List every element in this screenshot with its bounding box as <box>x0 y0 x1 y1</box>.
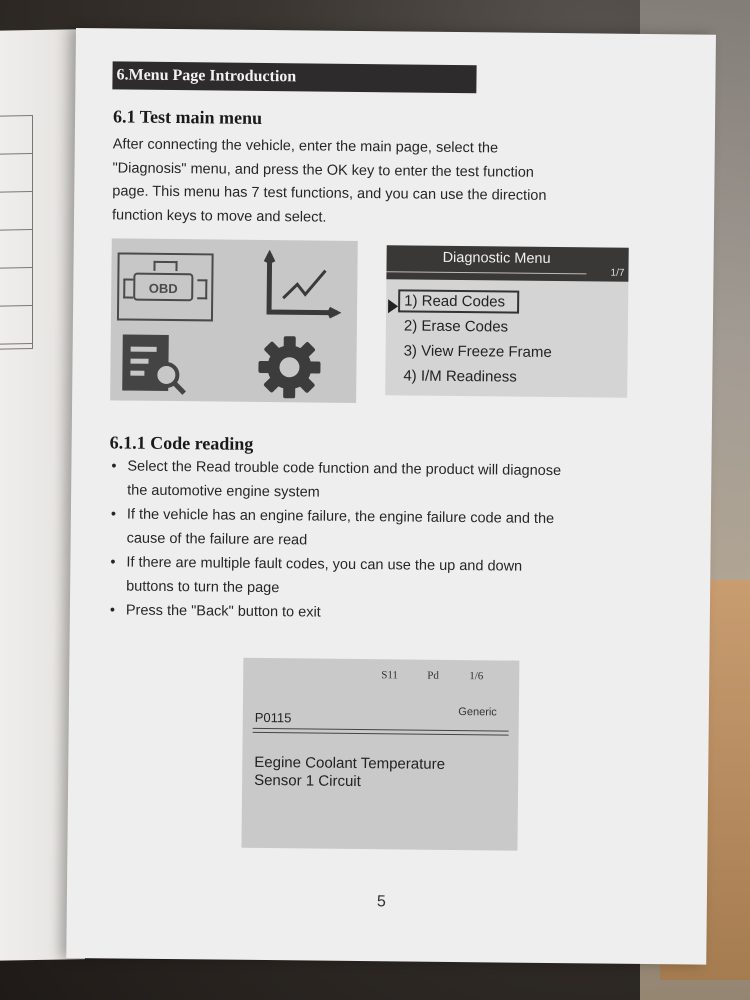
obd-engine-icon <box>117 252 214 321</box>
menu-item-read-codes: 1) Read Codes <box>398 289 519 313</box>
function-icons-panel <box>110 238 358 403</box>
fault-description: Eegine Coolant Temperature Sensor 1 Circuit <box>254 753 446 791</box>
selection-arrow-icon <box>388 299 398 313</box>
menu-item-view-freeze-frame: 3) View Freeze Frame <box>403 342 552 361</box>
fault-code-screen <box>241 658 519 851</box>
intro-line: "Diagnosis" menu, and press the OK key to enter the test function <box>112 159 534 181</box>
intro-paragraph <box>112 133 613 232</box>
gear-icon <box>256 334 323 401</box>
list-item: • Press the "Back" button to exit <box>108 598 638 628</box>
report-search-icon <box>120 332 191 395</box>
menu-title: Diagnostic Menu <box>442 249 551 267</box>
intro-line: page. This menu has 7 test functions, and you can use the direction <box>112 183 547 204</box>
chart-trend-icon <box>261 250 342 321</box>
code-screen-pd-label: Pd <box>427 669 439 682</box>
manual-page <box>66 28 716 965</box>
code-reading-bullets <box>108 454 640 628</box>
code-screen-page: 1/6 <box>469 670 484 683</box>
code-screen-s-label: S11 <box>381 669 399 682</box>
obd-label: OBD <box>133 273 193 302</box>
heading-code-reading: 6.1.1 Code reading <box>109 432 254 454</box>
code-type: Generic <box>458 706 497 719</box>
intro-line: function keys to move and select. <box>111 206 327 226</box>
diagnostic-menu-screen <box>385 245 629 398</box>
section-title: 6.Menu Page Introduction <box>112 61 476 93</box>
previous-page-table <box>0 115 33 350</box>
fault-code: P0115 <box>254 709 292 726</box>
list-item: • Select the Read trouble code function and the product will diagnose the automotive engine system <box>109 454 639 508</box>
heading-test-main-menu: 6.1 Test main menu <box>112 106 263 128</box>
page-number: 5 <box>376 893 386 911</box>
list-item: • If the vehicle has an engine failure, the engine failure code and the cause of the failure are read <box>109 502 639 556</box>
menu-header <box>386 245 628 282</box>
menu-page-indicator: 1/7 <box>610 267 625 279</box>
menu-item-erase-codes: 2) Erase Codes <box>403 317 509 336</box>
intro-line: After connecting the vehicle, enter the main page, select the <box>112 136 499 157</box>
menu-item-im-readiness: 4) I/M Readiness <box>403 367 517 386</box>
list-item: • If there are multiple fault codes, you can use the up and down buttons to turn the page <box>108 550 638 604</box>
